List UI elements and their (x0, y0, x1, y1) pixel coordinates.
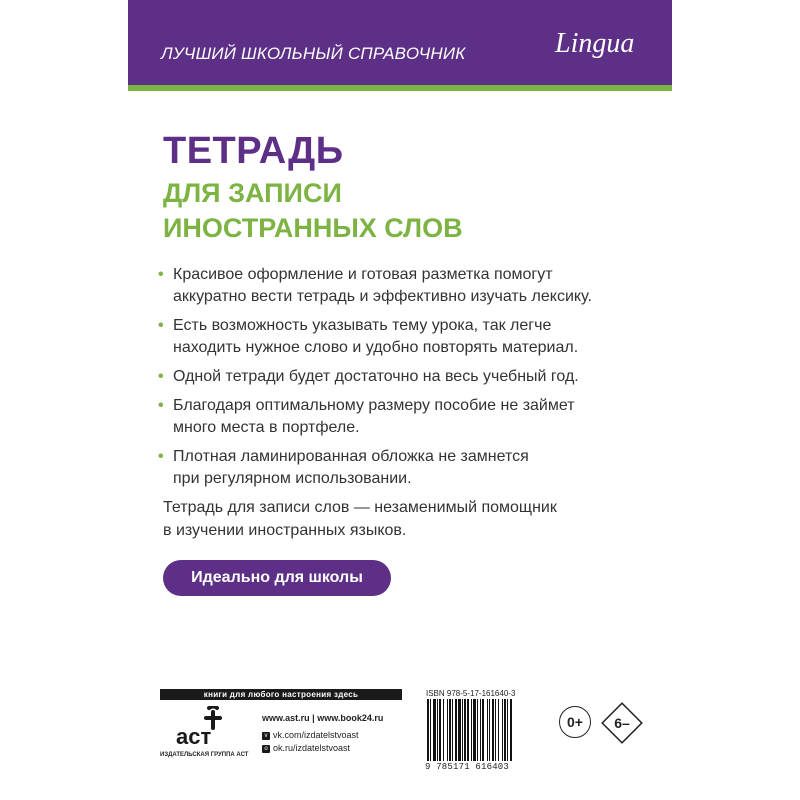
barcode-bar (471, 699, 472, 761)
bullet-icon: • (158, 448, 164, 465)
barcode-bar (467, 699, 469, 761)
barcode-bar (504, 699, 506, 761)
barcode-bar (498, 699, 499, 761)
publisher-links (262, 712, 383, 755)
barcode-bar (430, 699, 431, 761)
publisher-tagline: книги для любого настроения здесь (160, 689, 402, 700)
barcode-bar (458, 699, 461, 761)
barcode-bar (437, 699, 438, 761)
barcode-bar (480, 699, 481, 761)
vk-link-text: vk.com/izdatelstvoast (273, 730, 359, 740)
feature-text: аккуратно вести тетрадь и эффективно изучать лексику. (173, 288, 592, 305)
feature-item (155, 264, 655, 308)
websites-link[interactable]: www.ast.ru | www.book24.ru (262, 713, 384, 723)
ast-logo-text: аст (176, 724, 212, 749)
barcode-bar (482, 699, 484, 761)
book-subtitle (163, 176, 463, 246)
bullet-icon: • (158, 397, 164, 414)
barcode-bar (443, 699, 444, 761)
barcode-bar (455, 699, 457, 761)
publisher-name: ИЗДАТЕЛЬСКАЯ ГРУППА АСТ (160, 752, 249, 758)
barcode-bar (462, 699, 463, 761)
bullet-icon: • (158, 317, 164, 334)
isbn: ISBN 978-5-17-161640-3 (426, 689, 516, 698)
subtitle-line: ИНОСТРАННЫХ СЛОВ (163, 213, 463, 243)
barcode-bar (487, 699, 488, 761)
feature-list (155, 264, 655, 497)
barcode-bar (452, 699, 453, 761)
barcode-bar (464, 699, 466, 761)
barcode-bar (492, 699, 494, 761)
feature-text: Красивое оформление и готовая разметка помогут (173, 266, 553, 283)
feature-text: много места в портфеле. (173, 419, 360, 436)
barcode-bar (507, 699, 508, 761)
lingua-logo: Lingua (555, 28, 635, 59)
ok-icon: o (262, 745, 270, 753)
feature-item (155, 366, 655, 388)
bullet-icon: • (158, 368, 164, 385)
school-badge: Идеально для школы (163, 560, 391, 596)
barcode-bar (477, 699, 478, 761)
feature-text: находить нужное слово и удобно повторять материал. (173, 339, 579, 356)
summary-line: в изучении иностранных языков. (163, 522, 407, 539)
barcode-bar (510, 699, 512, 761)
header-band (128, 0, 672, 91)
age-rating-0: 0+ (559, 706, 591, 738)
barcode-bar (495, 699, 496, 761)
age-rating-6 (600, 701, 644, 745)
age-rating-6-text: 6– (614, 715, 630, 731)
ast-logo-icon (173, 706, 243, 750)
barcode-bar (489, 699, 490, 761)
feature-item (155, 446, 655, 490)
book-back-cover (128, 0, 672, 800)
feature-text: Есть возможность указывать тему урока, так легче (173, 317, 552, 334)
barcode-bar (427, 699, 429, 761)
feature-text: Плотная ламинированная обложка не замнется (173, 448, 529, 465)
barcode-bar (449, 699, 451, 761)
feature-text: при регулярном использовании. (173, 470, 412, 487)
barcode-bar (502, 699, 503, 761)
vk-icon: v (262, 732, 270, 740)
feature-text: Благодаря оптимальному размеру пособие не займет (173, 397, 575, 414)
vk-link[interactable] (262, 729, 383, 742)
summary-text (163, 496, 663, 542)
series-title: ЛУЧШИЙ ШКОЛЬНЫЙ СПРАВОЧНИК (161, 44, 466, 63)
barcode-digits: 9 785171 616403 (425, 762, 510, 772)
feature-item (155, 315, 655, 359)
book-title: ТЕТРАДЬ (163, 130, 344, 172)
barcode-bar (439, 699, 441, 761)
feature-text: Одной тетради будет достаточно на весь учебный год. (173, 368, 579, 385)
feature-item (155, 395, 655, 439)
barcode-icon (425, 699, 551, 761)
summary-line: Тетрадь для записи слов — незаменимый помощник (163, 499, 557, 516)
subtitle-line: ДЛЯ ЗАПИСИ (163, 178, 342, 208)
barcode-bar (447, 699, 448, 761)
ok-link[interactable] (262, 742, 383, 755)
barcode-bar (433, 699, 436, 761)
bullet-icon: • (158, 266, 164, 283)
ok-link-text: ok.ru/izdatelstvoast (273, 743, 351, 753)
barcode-bar (473, 699, 476, 761)
